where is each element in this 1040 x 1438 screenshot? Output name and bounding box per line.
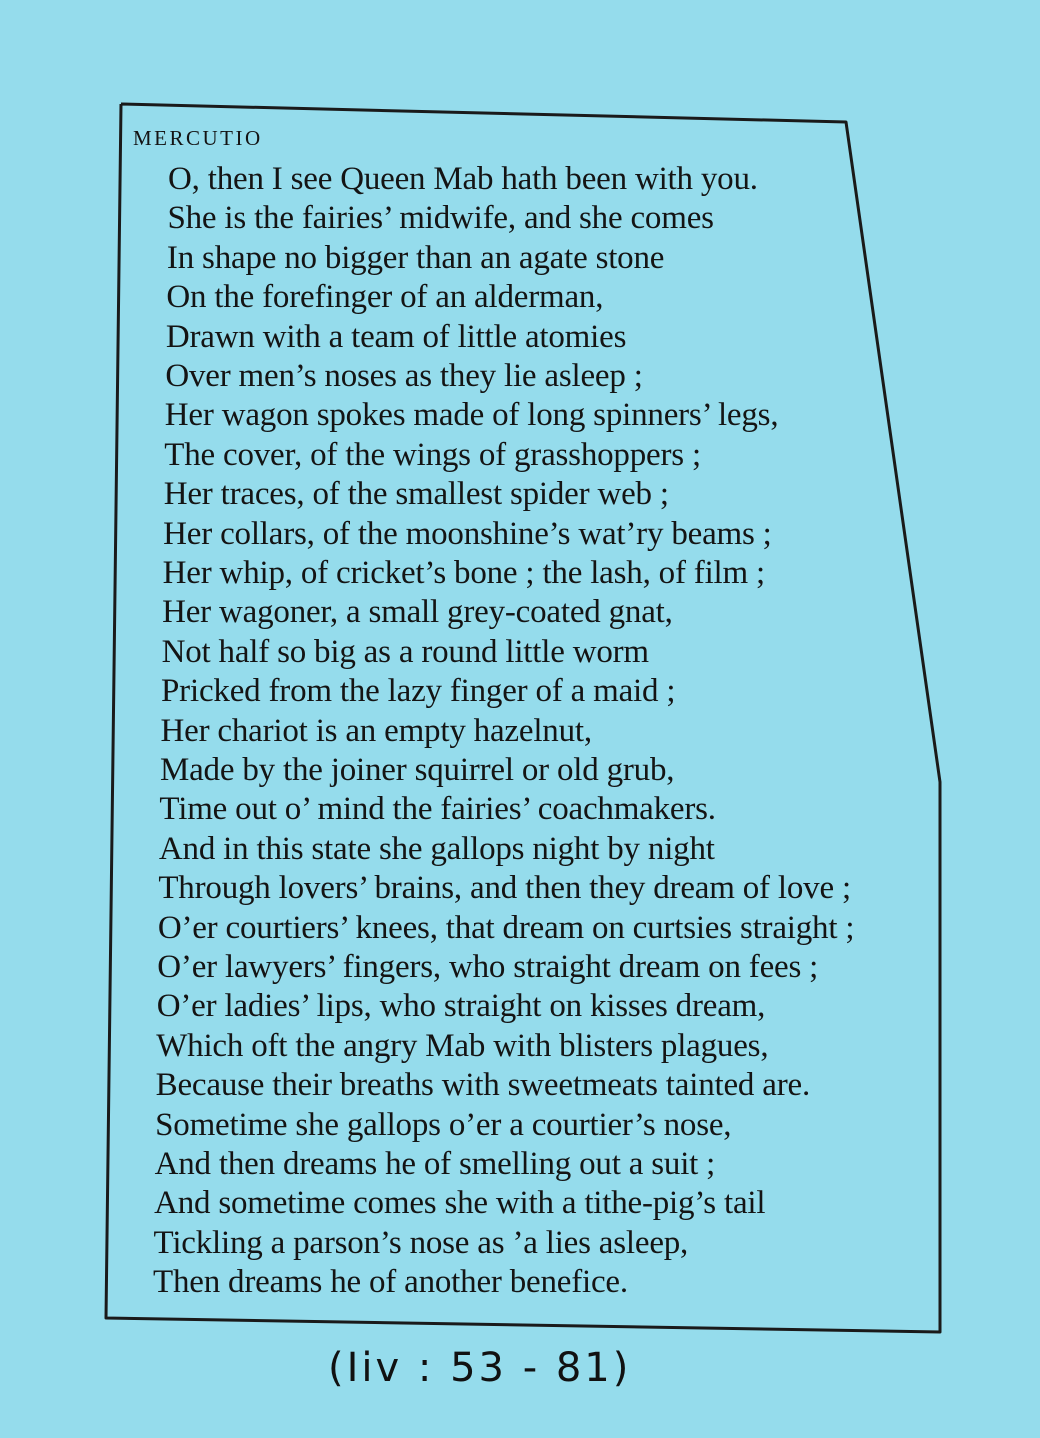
act-scene-citation: (Iiv : 53 - 81) [328, 1345, 632, 1391]
verse-line: Drawn with a team of little atomies [165, 318, 627, 355]
verse-line: And sometime comes she with a tithe-pig’s tail [154, 1185, 766, 1222]
verse-line: Her whip, of cricket’s bone ; the lash, of film ; [162, 555, 766, 591]
verse-line: Not half so big as a round little worm [161, 633, 649, 670]
verse-line: O, then I see Queen Mab hath been with you. [168, 161, 758, 197]
verse-line: Tickling a parson’s nose as ’a lies asleep, [153, 1224, 689, 1261]
verse-line: Sometime she gallops o’er a courtier’s nose, [155, 1106, 732, 1143]
verse-line: Her chariot is an empty hazelnut, [160, 712, 592, 749]
verse-line: O’er courtiers’ knees, that dream on curtsies straight ; [157, 909, 855, 946]
verse-line: Which oft the angry Mab with blisters plagues, [156, 1027, 769, 1064]
verse-line: She is the fairies’ midwife, and she comes [167, 200, 714, 237]
verse-line: And in this state she gallops night by night [158, 830, 715, 867]
verse-line: The cover, of the wings of grasshoppers ; [164, 436, 701, 473]
verse-line: And then dreams he of smelling out a suit ; [154, 1146, 716, 1182]
verse-line: Time out o’ mind the fairies’ coachmakers. [159, 791, 716, 828]
speaker-name: MERCUTIO [133, 126, 263, 150]
verse-line: Made by the joiner squirrel or old grub, [159, 752, 675, 788]
verse-line: O’er ladies’ lips, who straight on kisses dream, [156, 988, 766, 1025]
verse-line: Over men’s noses as they lie asleep ; [165, 358, 643, 394]
verse-line: Her collars, of the moonshine’s wat’ry beams ; [163, 515, 772, 552]
verse-line: In shape no bigger than an agate stone [166, 239, 665, 276]
verse-line: Her wagon spokes made of long spinners’ legs, [164, 397, 779, 434]
verse-line: Pricked from the lazy finger of a maid ; [161, 673, 676, 710]
verse-line: O’er lawyers’ fingers, who straight dream on fees ; [157, 949, 819, 985]
verse-line: Her traces, of the smallest spider web ; [163, 476, 669, 513]
verse-line: On the forefinger of an alderman, [166, 279, 604, 316]
verse-line: Then dreams he of another benefice. [153, 1264, 628, 1301]
verse-line: Through lovers’ brains, and then they dream of love ; [158, 870, 851, 907]
verse-line: Because their breaths with sweetmeats tainted are. [155, 1067, 810, 1104]
verse-line: Her wagoner, a small grey-coated gnat, [162, 594, 673, 631]
